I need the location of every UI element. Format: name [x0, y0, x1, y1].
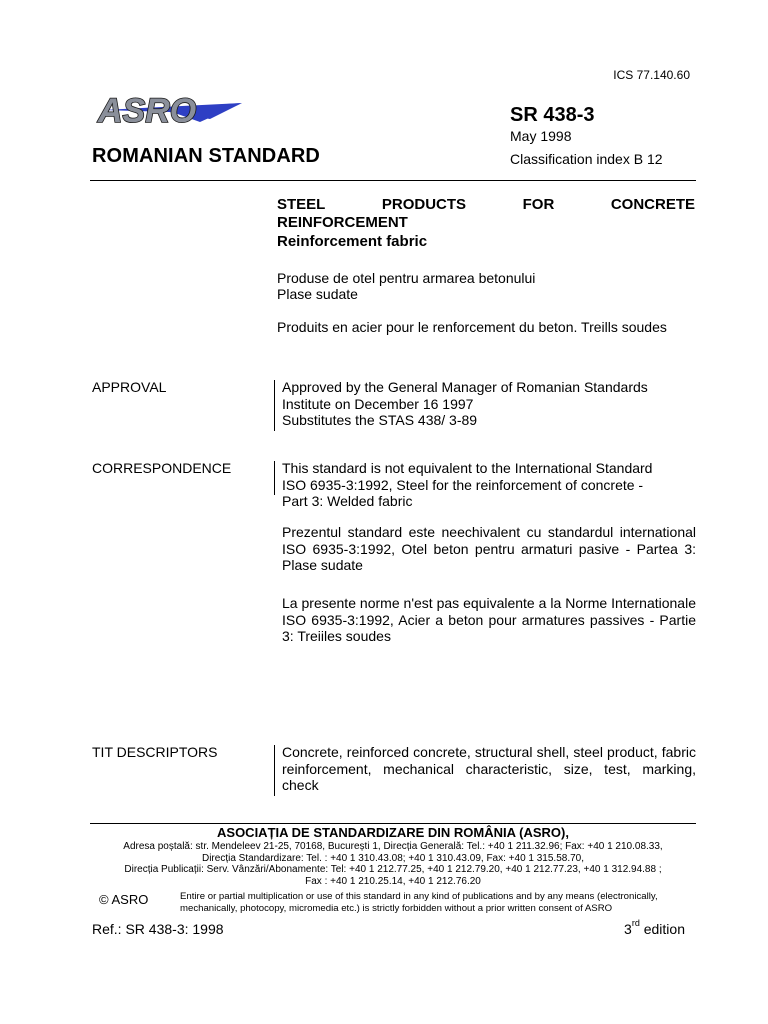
approval-bracket [274, 380, 275, 431]
standard-number: SR 438-3 [510, 104, 595, 126]
header-divider [90, 180, 696, 181]
correspondence-bracket [274, 461, 275, 495]
french-title: Produits en acier pour le renforcement du beton. Treills soudes [277, 319, 667, 335]
asro-logo [92, 86, 262, 132]
title-word: STEEL [277, 196, 326, 213]
descriptors-label: TIT DESCRIPTORS [92, 744, 218, 760]
standardization-contact: Direcția Standardizare: Tel. : +40 1 310.43.08; +40 1 310.43.09, Fax: +40 1 315.58.70, [201, 852, 585, 864]
logo-text: ASRO [98, 92, 197, 130]
correspondence-english: This standard is not equivalent to the International Standard ISO 6935-3:1992, Steel for the reinforcement of concrete - Part 3: Welded fabric [282, 460, 653, 509]
romanian-title: Produse de otel pentru armarea betonului Plase sudate [277, 270, 536, 302]
approval-label: APPROVAL [92, 379, 167, 395]
descriptors-text: Concrete, reinforced concrete, structural shell, steel product, fabric reinforcement, mechanical characteristic, size, test, marking, check [282, 744, 696, 793]
title-word: CONCRETE [610, 196, 695, 213]
copyright-notice: © ASRO [99, 892, 149, 907]
correspondence-french: La presente norme n'est pas equivalente a la Norme Internationale ISO 6935-3:1992, Acier a beton pour armatures passives - Partie 3: Treiiles soudes [282, 595, 696, 644]
classification-index: Classification index B 12 [510, 151, 663, 167]
english-subtitle: Reinforcement fabric [277, 233, 428, 250]
document-type-heading: ROMANIAN STANDARD [92, 145, 320, 167]
descriptors-bracket [274, 745, 275, 796]
standard-date: May 1998 [510, 128, 572, 144]
rights-notice: Entire or partial multiplication or use of this standard in any kind of publications and by any means (electronically, mechanically, photocopy, micromedia etc.) is strictly forbidden without a prior written consent of ASRO [180, 891, 658, 914]
association-name: ASOCIAȚIA DE STANDARDIZARE DIN ROMÂNIA (ASRO), [217, 825, 569, 840]
ics-code: ICS 77.140.60 [613, 68, 690, 82]
document-reference: Ref.: SR 438-3: 1998 [92, 921, 224, 937]
footer-contact [90, 825, 696, 887]
approval-text: Approved by the General Manager of Romanian Standards Institute on December 16 1997 Substitutes the STAS 438/ 3-89 [282, 379, 648, 428]
english-title [277, 196, 695, 232]
title-word: FOR [522, 196, 555, 213]
edition-label: 3rd edition [624, 918, 685, 937]
publications-contact: Direcția Publicații: Serv. Vânzări/Abonamente: Tel: +40 1 212.77.25, +40 1 212.79.20, +40 1 212.77.23, +40 1 312.94.88 ; [124, 864, 662, 875]
correspondence-label: CORRESPONDENCE [92, 460, 232, 476]
fax-contact: Fax : +40 1 210.25.14, +40 1 212.76.20 [305, 875, 481, 887]
title-block [277, 196, 695, 251]
title-word: PRODUCTS [381, 196, 467, 213]
footer-divider [90, 823, 696, 824]
title-line-2: REINFORCEMENT [277, 214, 408, 231]
postal-address: Adresa poștală: str. Mendeleev 21-25, 70168, București 1, Direcția Generală: Tel.: +40 1 211.32.96; Fax: +40 1 210.08.33, [123, 841, 663, 852]
correspondence-romanian: Prezentul standard este neechivalent cu standardul international ISO 6935-3:1992, Otel beton pentru armaturi pasive - Partea 3: Plase sudate [282, 524, 696, 573]
